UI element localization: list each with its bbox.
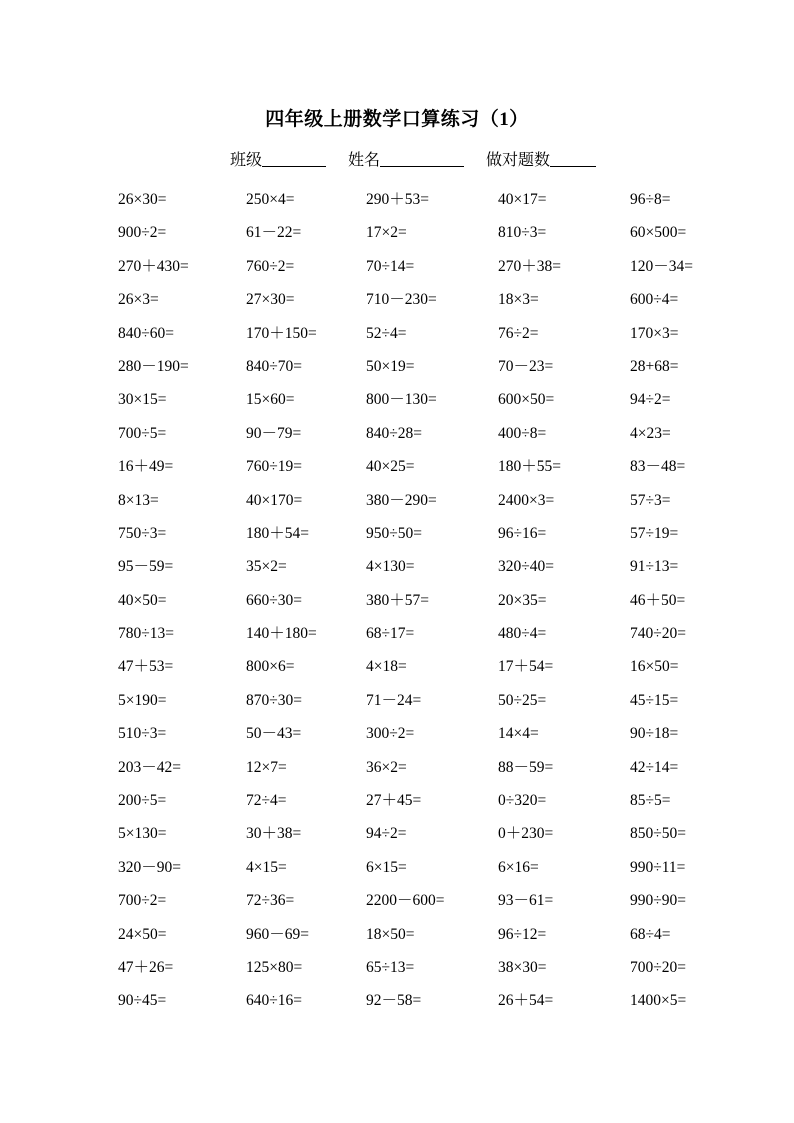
problem-item: 300÷2= xyxy=(366,725,415,743)
problem-item: 27＋45= xyxy=(366,792,422,810)
problem-item: 870÷30= xyxy=(246,691,302,709)
problem-item: 16×50= xyxy=(630,658,679,676)
problem-item: 38×30= xyxy=(498,958,547,976)
problem-item: 96÷8= xyxy=(630,191,671,208)
problem-item: 400÷8= xyxy=(498,424,547,442)
problem-item: 70－23= xyxy=(498,357,554,375)
problem-item: 30＋38= xyxy=(246,825,302,843)
problem-item: 26×3= xyxy=(118,291,159,309)
problem-item: 280－190= xyxy=(118,357,189,375)
problem-item: 26×30= xyxy=(118,191,167,208)
student-info xyxy=(230,147,614,170)
problem-item: 850÷50= xyxy=(630,825,686,843)
problem-item: 72÷36= xyxy=(246,892,295,910)
problem-item: 180＋54= xyxy=(246,524,309,542)
problem-item: 24×50= xyxy=(118,925,167,943)
problem-item: 94÷2= xyxy=(366,825,407,843)
problem-item: 760÷19= xyxy=(246,458,302,476)
problem-item: 0＋230= xyxy=(498,825,554,843)
problem-item: 17×2= xyxy=(366,224,407,242)
problem-item: 96÷12= xyxy=(498,925,547,943)
correct-count-blank[interactable] xyxy=(550,150,596,167)
problem-item: 50÷25= xyxy=(498,691,547,709)
problem-item: 91÷13= xyxy=(630,558,679,576)
problem-item: 200÷5= xyxy=(118,792,167,810)
problem-item: 40×17= xyxy=(498,191,547,208)
problem-item: 700÷5= xyxy=(118,424,167,442)
problem-item: 36×2= xyxy=(366,758,407,776)
correct-count-field xyxy=(486,147,596,170)
problem-item: 600×50= xyxy=(498,391,555,409)
problem-item: 20×35= xyxy=(498,591,547,609)
problem-item: 2200－600= xyxy=(366,892,445,910)
problem-item: 320÷40= xyxy=(498,558,554,576)
problem-item: 900÷2= xyxy=(118,224,167,242)
problem-item: 700÷2= xyxy=(118,892,167,910)
problem-item: 170×3= xyxy=(630,324,679,342)
problem-item: 120－34= xyxy=(630,257,693,275)
problem-item: 45÷15= xyxy=(630,691,679,709)
problem-item: 90－79= xyxy=(246,424,302,442)
correct-count-label: 做对题数 xyxy=(486,152,551,169)
problem-item: 71－24= xyxy=(366,691,422,709)
problem-item: 510÷3= xyxy=(118,725,167,743)
class-label: 班级 xyxy=(230,152,263,169)
problem-item: 840÷28= xyxy=(366,424,422,442)
problem-item: 93－61= xyxy=(498,892,554,910)
problem-item: 27×30= xyxy=(246,291,295,309)
problem-item: 140＋180= xyxy=(246,625,317,643)
problem-item: 250×4= xyxy=(246,191,295,208)
problem-item: 57÷3= xyxy=(630,491,671,509)
problem-item: 5×190= xyxy=(118,691,167,709)
problem-item: 4×15= xyxy=(246,858,287,876)
problem-item: 760÷2= xyxy=(246,257,295,275)
problem-item: 85÷5= xyxy=(630,792,671,810)
problem-item: 8×13= xyxy=(118,491,159,509)
problem-item: 600÷4= xyxy=(630,291,679,309)
problem-item: 18×50= xyxy=(366,925,415,943)
problem-item: 203－42= xyxy=(118,758,181,776)
problem-item: 94÷2= xyxy=(630,391,671,409)
problem-item: 4×130= xyxy=(366,558,415,576)
problem-item: 15×60= xyxy=(246,391,295,409)
problem-item: 1400×5= xyxy=(630,992,687,1010)
problem-item: 6×15= xyxy=(366,858,407,876)
problem-item: 50－43= xyxy=(246,725,302,743)
problem-item: 57÷19= xyxy=(630,524,679,542)
problem-item: 90÷18= xyxy=(630,725,679,743)
name-label: 姓名 xyxy=(348,152,381,169)
problem-item: 700÷20= xyxy=(630,958,686,976)
problem-item: 52÷4= xyxy=(366,324,407,342)
problem-item: 320－90= xyxy=(118,858,181,876)
problem-item: 125×80= xyxy=(246,958,303,976)
class-blank[interactable] xyxy=(262,150,326,167)
problem-item: 950÷50= xyxy=(366,524,422,542)
problem-item: 6×16= xyxy=(498,858,539,876)
problem-item: 35×2= xyxy=(246,558,287,576)
problem-item: 40×25= xyxy=(366,458,415,476)
problem-item: 2400×3= xyxy=(498,491,555,509)
problem-item: 65÷13= xyxy=(366,958,415,976)
problem-item: 4×23= xyxy=(630,424,671,442)
problem-item: 47＋26= xyxy=(118,958,174,976)
problem-item: 990÷11= xyxy=(630,858,686,876)
class-field xyxy=(230,147,326,170)
problem-item: 380＋57= xyxy=(366,591,429,609)
problem-item: 61－22= xyxy=(246,224,302,242)
problem-item: 17＋54= xyxy=(498,658,554,676)
problem-item: 380－290= xyxy=(366,491,437,509)
name-blank[interactable] xyxy=(380,150,464,167)
problem-item: 83－48= xyxy=(630,458,686,476)
problem-item: 47＋53= xyxy=(118,658,174,676)
problem-item: 640÷16= xyxy=(246,992,302,1010)
problem-item: 30×15= xyxy=(118,391,167,409)
problem-item: 18×3= xyxy=(498,291,539,309)
problem-item: 270＋430= xyxy=(118,257,189,275)
problem-item: 0÷320= xyxy=(498,792,547,810)
problem-item: 170＋150= xyxy=(246,324,317,342)
problem-item: 42÷14= xyxy=(630,758,679,776)
problem-item: 5×130= xyxy=(118,825,167,843)
problem-item: 16＋49= xyxy=(118,458,174,476)
problem-item: 4×18= xyxy=(366,658,407,676)
problem-item: 800×6= xyxy=(246,658,295,676)
problem-item: 810÷3= xyxy=(498,224,547,242)
problem-item: 96÷16= xyxy=(498,524,547,542)
problem-item: 960－69= xyxy=(246,925,309,943)
problem-item: 72÷4= xyxy=(246,792,287,810)
problem-item: 180＋55= xyxy=(498,458,561,476)
problem-item: 68÷4= xyxy=(630,925,671,943)
name-field xyxy=(348,147,464,170)
problem-item: 40×170= xyxy=(246,491,303,509)
problem-item: 40×50= xyxy=(118,591,167,609)
problem-item: 28+68= xyxy=(630,357,679,375)
problem-item: 740÷20= xyxy=(630,625,686,643)
problem-item: 840÷60= xyxy=(118,324,174,342)
problem-item: 70÷14= xyxy=(366,257,415,275)
problem-item: 76÷2= xyxy=(498,324,539,342)
problem-item: 50×19= xyxy=(366,357,415,375)
problem-item: 60×500= xyxy=(630,224,687,242)
problem-item: 12×7= xyxy=(246,758,287,776)
problem-item: 480÷4= xyxy=(498,625,547,643)
problem-item: 840÷70= xyxy=(246,357,302,375)
problem-item: 26＋54= xyxy=(498,992,554,1010)
problem-item: 14×4= xyxy=(498,725,539,743)
problem-item: 270＋38= xyxy=(498,257,561,275)
problem-item: 990÷90= xyxy=(630,892,686,910)
problem-item: 710－230= xyxy=(366,291,437,309)
problem-item: 800－130= xyxy=(366,391,437,409)
page-title: 四年级上册数学口算练习（1） xyxy=(265,109,529,130)
problem-item: 92－58= xyxy=(366,992,422,1010)
problem-item: 750÷3= xyxy=(118,524,167,542)
problem-item: 68÷17= xyxy=(366,625,415,643)
problem-item: 90÷45= xyxy=(118,992,167,1010)
problem-item: 780÷13= xyxy=(118,625,174,643)
problem-item: 660÷30= xyxy=(246,591,302,609)
problem-item: 88－59= xyxy=(498,758,554,776)
problem-item: 95－59= xyxy=(118,558,174,576)
problem-item: 46＋50= xyxy=(630,591,686,609)
problem-item: 290＋53= xyxy=(366,191,429,208)
